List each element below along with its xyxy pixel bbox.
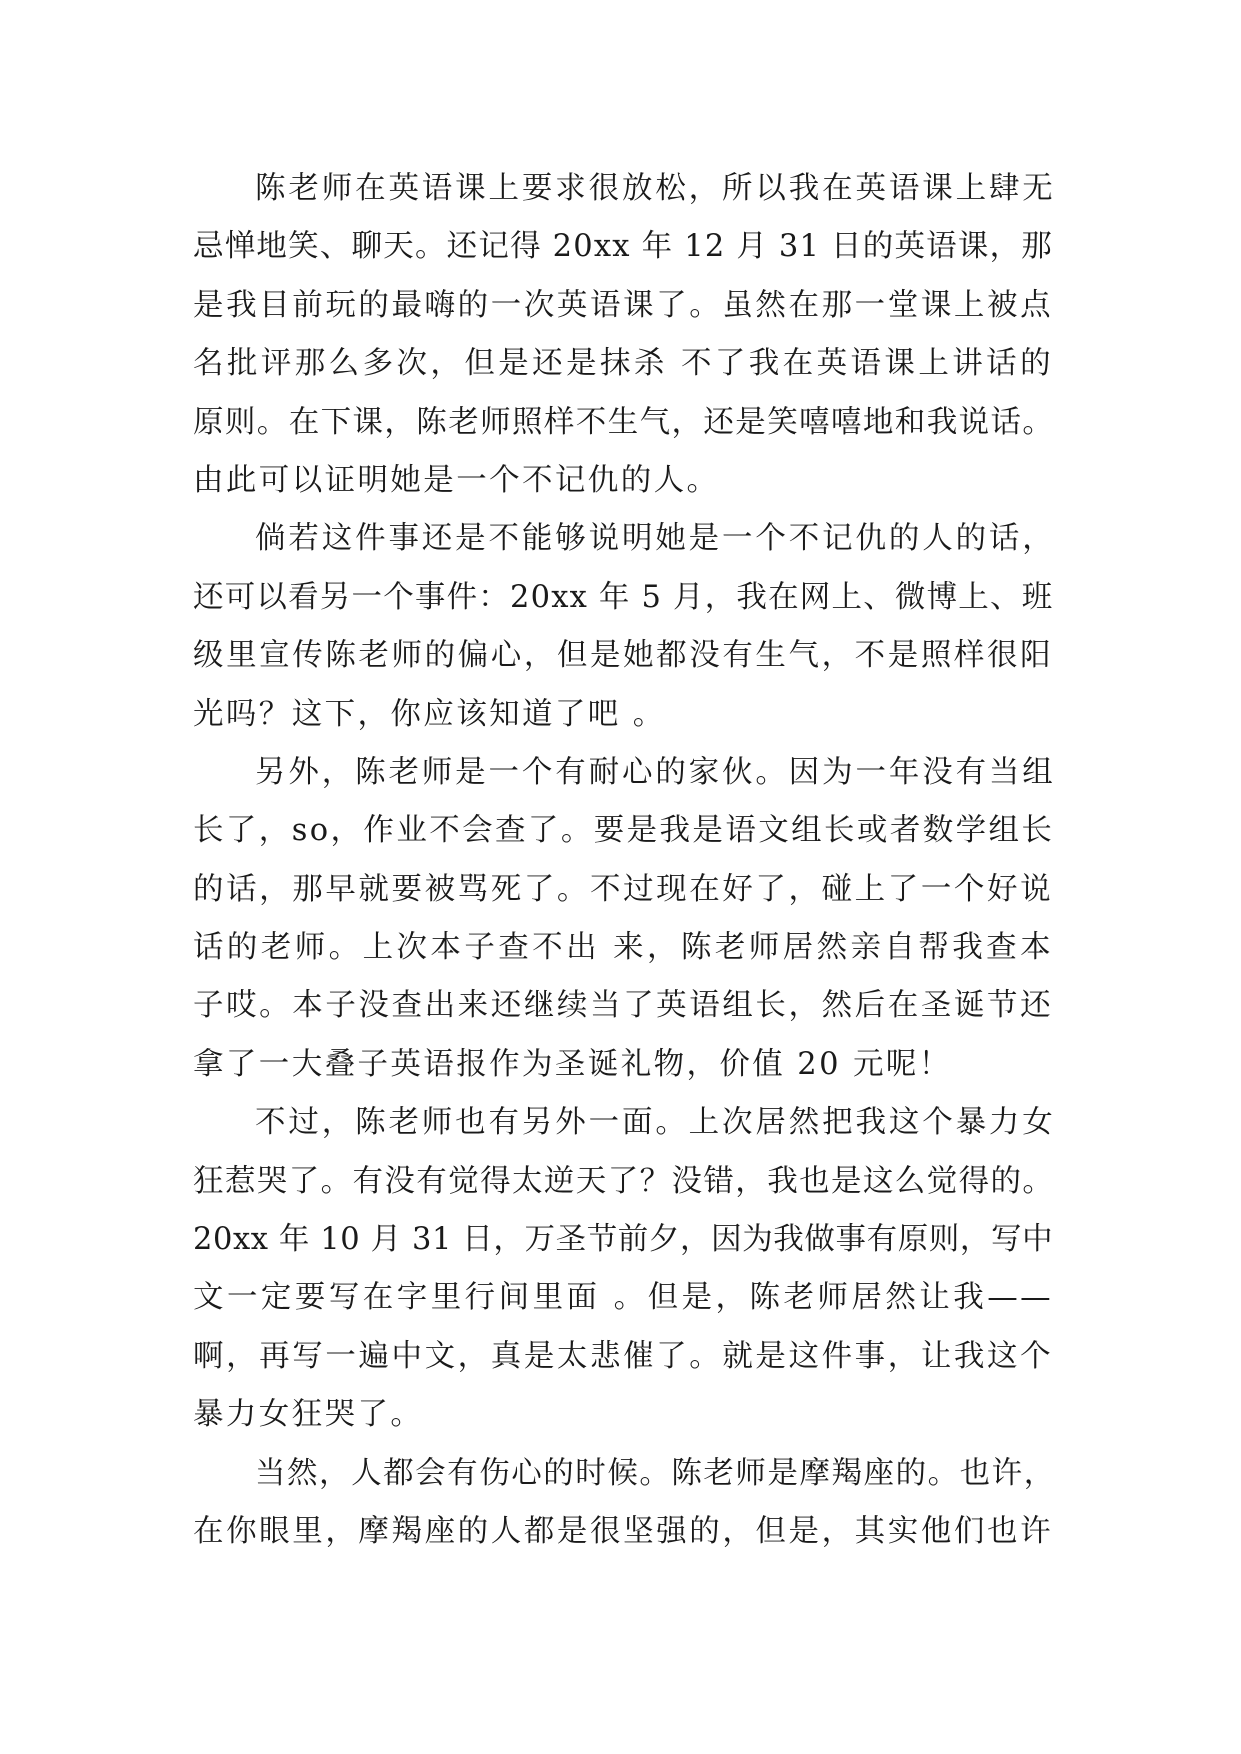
paragraph-3 <box>193 744 1053 1094</box>
paragraph-1 <box>193 160 1053 510</box>
text-line: 另外，陈老师是一个有耐心的家伙。因为一年没有当组 <box>255 754 1053 790</box>
text-line: 当然，人都会有伤心的时候。陈老师是摩羯座的。也许， <box>255 1455 1053 1491</box>
text-line: 20xx 年 10 月 31 日，万圣节前夕，因为我做事有原则，写中 <box>193 1222 1054 1258</box>
paragraph-2 <box>193 510 1053 744</box>
text-line: 光吗？这下，你应该知道了吧 。 <box>193 696 666 732</box>
paragraph-4 <box>193 1094 1053 1444</box>
text-line: 级里宣传陈老师的偏心，但是她都没有生气，不是照样很阳 <box>193 638 1053 674</box>
text-line: 名批评那么多次，但是还是抹杀 不了我在英语课上讲话的 <box>193 346 1053 382</box>
text-line: 拿了一大叠子英语报作为圣诞礼物，价值 20 元呢！ <box>193 1046 952 1082</box>
body-text <box>193 160 1053 1561</box>
text-line: 话的老师。上次本子查不出 来，陈老师居然亲自帮我查本 <box>193 930 1053 966</box>
text-line: 原则。在下课，陈老师照样不生气，还是笑嘻嘻地和我说话。 <box>193 404 1055 440</box>
text-line: 的话，那早就要被骂死了。不过现在好了，碰上了一个好说 <box>193 871 1053 907</box>
text-line: 不过，陈老师也有另外一面。上次居然把我这个暴力女 <box>255 1105 1053 1141</box>
text-line: 狂惹哭了。有没有觉得太逆天了？没错，我也是这么觉得的。 <box>193 1163 1055 1199</box>
text-line: 子哎。本子没查出来还继续当了英语组长，然后在圣诞节还 <box>193 988 1053 1024</box>
text-line: 倘若这件事还是不能够说明她是一个不记仇的人的话， <box>255 521 1053 557</box>
text-line: 文一定要写在字里行间里面 。但是，陈老师居然让我—— <box>193 1280 1053 1316</box>
paragraph-5 <box>193 1445 1053 1562</box>
text-line: 是我目前玩的最嗨的一次英语课了。虽然在那一堂课上被点 <box>193 287 1053 323</box>
text-line: 还可以看另一个事件：20xx 年 5 月，我在网上、微博上、班 <box>193 579 1054 615</box>
text-line: 在你眼里，摩羯座的人都是很坚强的，但是，其实他们也许 <box>193 1513 1053 1549</box>
text-line: 啊，再写一遍中文，真是太悲催了。就是这件事，让我这个 <box>193 1338 1053 1374</box>
text-line: 陈老师在英语课上要求很放松，所以我在英语课上肆无 <box>255 171 1053 206</box>
text-line: 暴力女狂哭了。 <box>193 1397 424 1433</box>
text-line: 由此可以证明她是一个不记仇的人。 <box>193 462 720 498</box>
text-line: 忌惮地笑、聊天。还记得 20xx 年 12 月 31 日的英语课，那 <box>193 229 1053 265</box>
text-line: 长了，so，作业不会查了。要是我是语文组长或者数学组长 <box>193 813 1055 849</box>
